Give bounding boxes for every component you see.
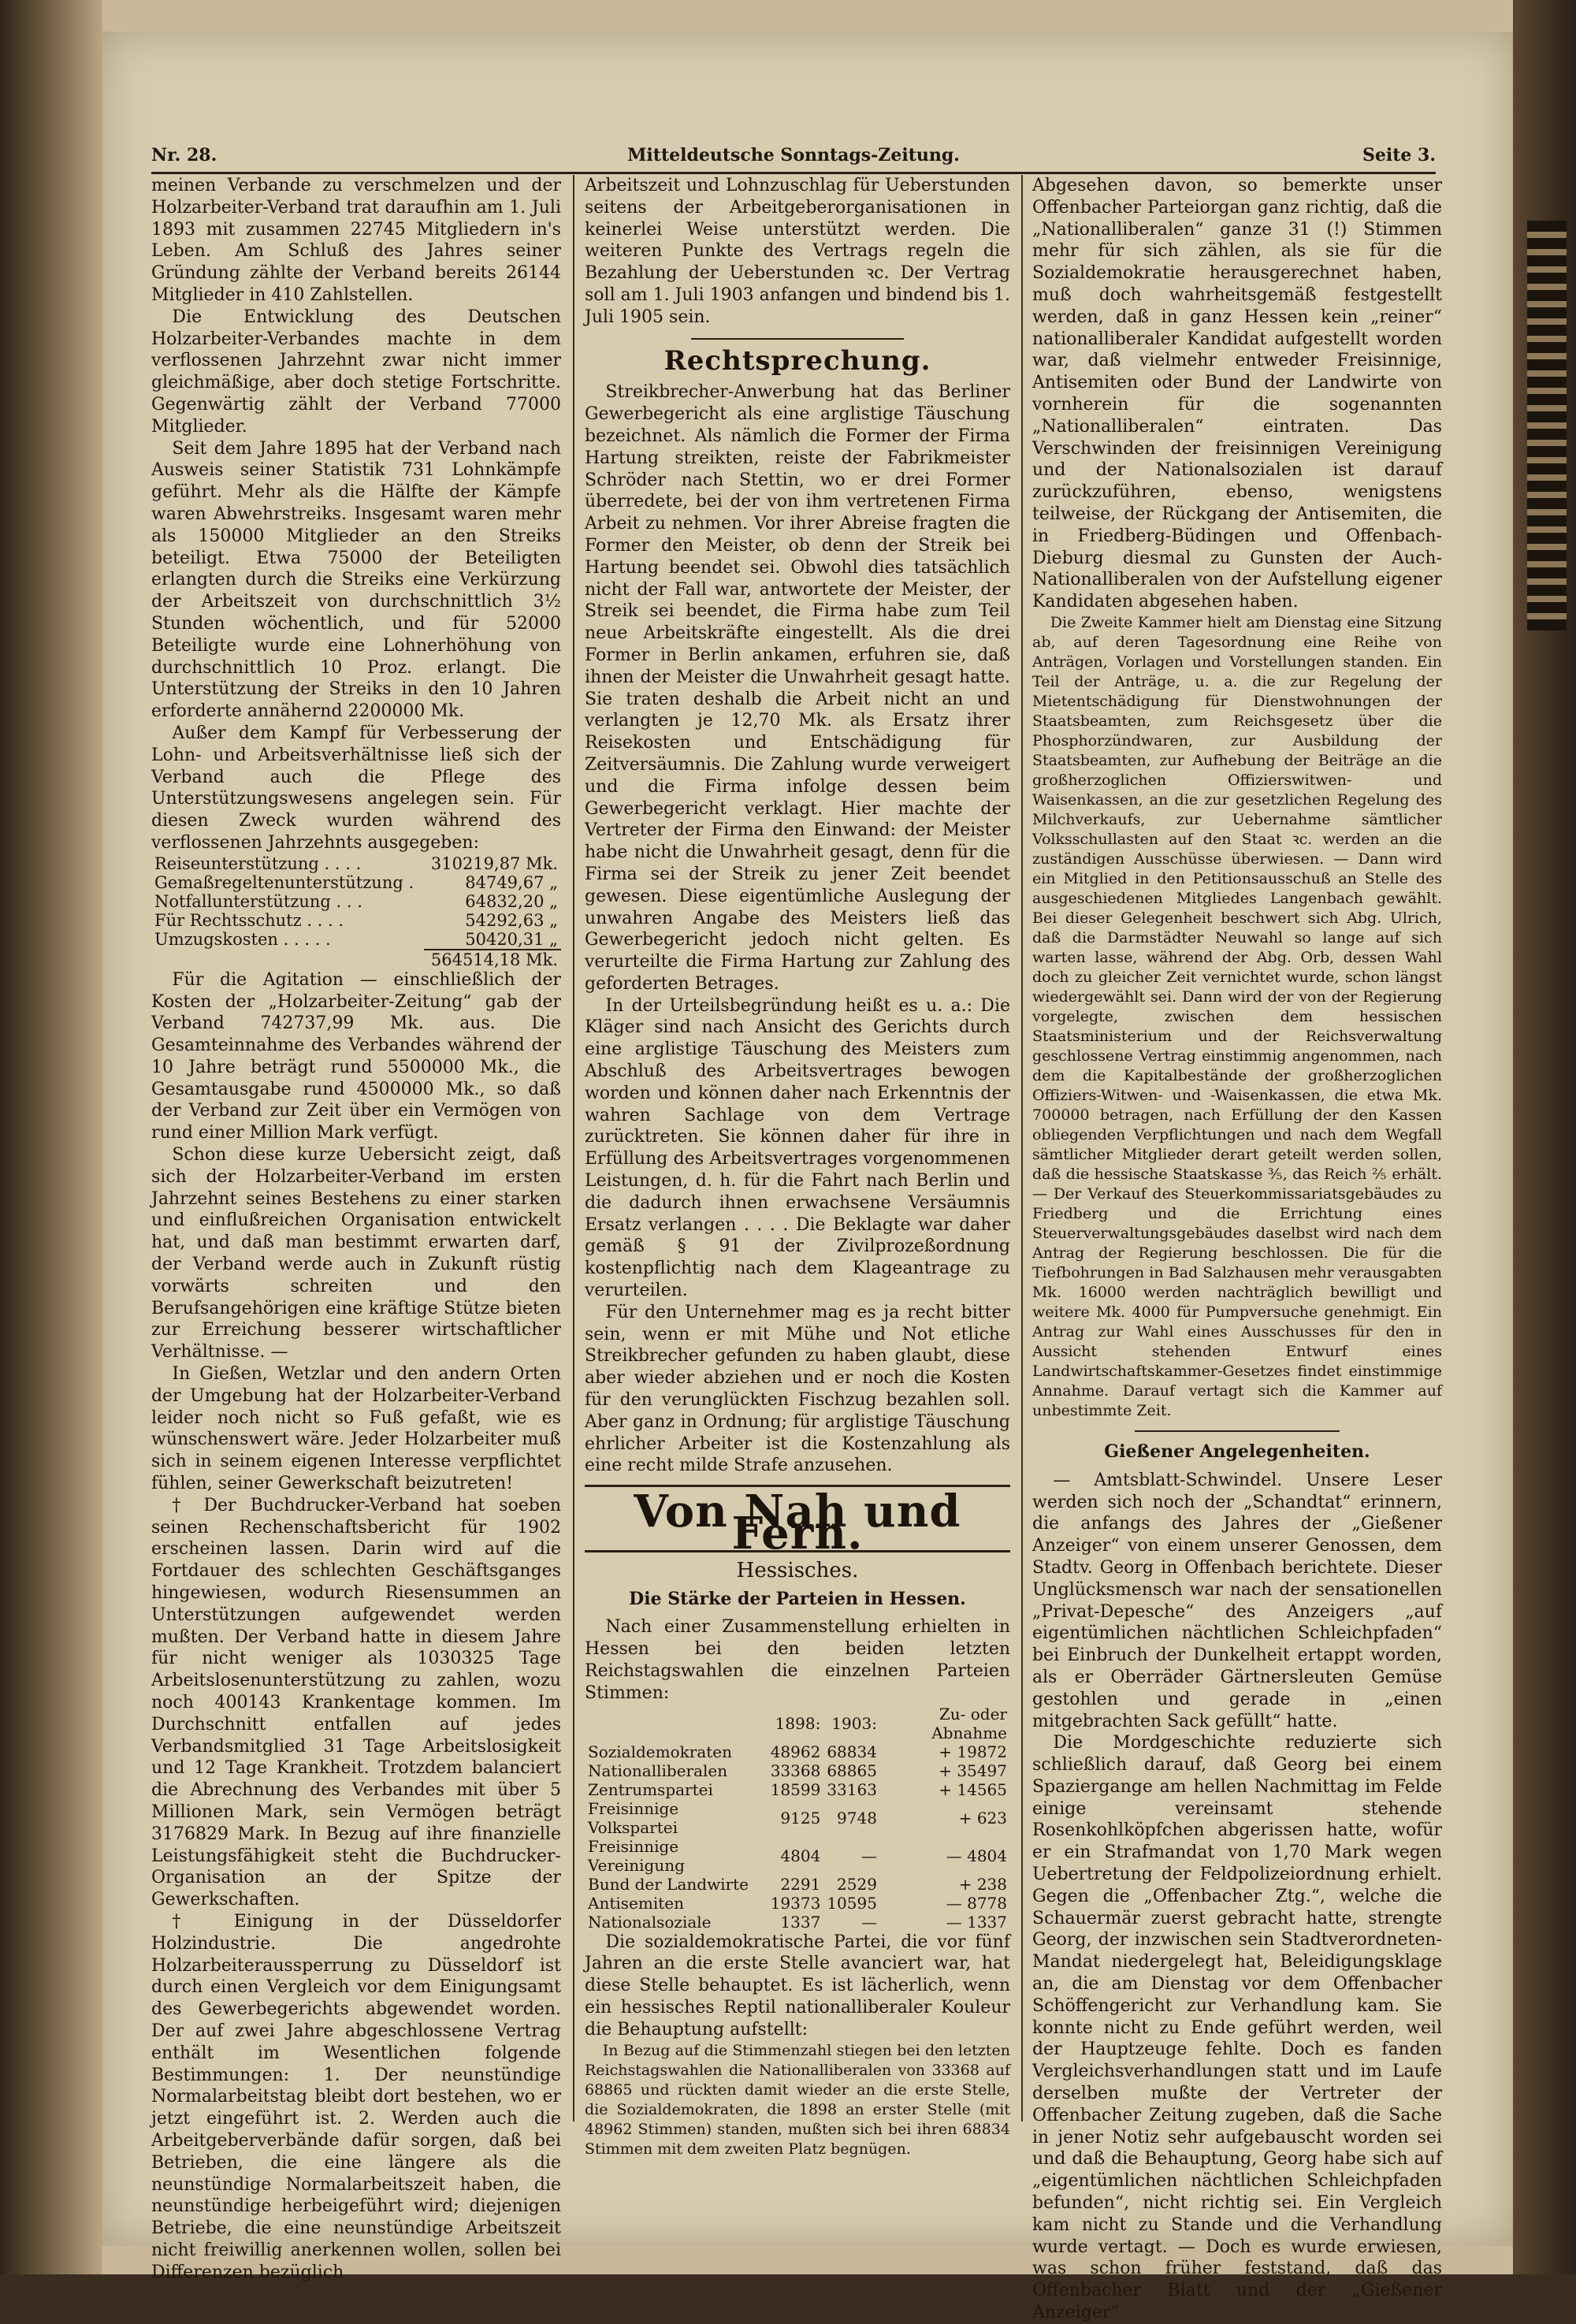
change: — 1337 bbox=[946, 1912, 1007, 1932]
votes-1903: 33163 bbox=[827, 1779, 877, 1799]
table-row bbox=[585, 1761, 1010, 1780]
paragraph: Die sozialdemokratische Partei, die vor fünf Jahren an die erste Stelle avanciert war, hat diese Stelle behauptet. Es ist lächerlich, wenn ein hessisches Reptil nationalliberaler Kouleur die Behauptung aufstellt: bbox=[585, 1932, 1010, 2040]
column-header: 1898: bbox=[775, 1713, 821, 1733]
change: + 623 bbox=[958, 1808, 1007, 1828]
paragraph: In Gießen, Wetzlar und den andern Orten der Umgebung hat der Holzarbeiter-Verband leider noch nicht so Fuß gefaßt, wie es wünschenswert wäre. Jeder Holzarbeiter muß sich in seinem eigenen Interesse verpflichtet fühlen, seiner Gewerkschaft beizutreten! bbox=[151, 1364, 561, 1494]
votes-1898: 33368 bbox=[770, 1761, 821, 1780]
page-header bbox=[151, 139, 1436, 170]
paragraph: Die Zweite Kammer hielt am Dienstag eine Sitzung ab, auf deren Tagesordnung eine Reihe von Anträgen, Vorlagen und Vorstellungen standen. Ein Teil der Anträge, u. a. die zur Regelung der Mietentschädigung für Dienstwohnungen der Staatsbeamten, zum Reichsgesetz über die Phosphorzündwaren, zur Ausbildung der Staatsbeamten, zur Aufhebung der Beiträge an die großherzoglichen Offizierswitwen- und Waisenkassen, an die zur gesetzlichen Regelung des Milchverkaufs, zur Uebernahme sämtlicher Volksschullasten auf den Staat ꝛc. werden an die zuständigen Ausschüsse überwiesen. — Dann wird ein Mitglied in den Petitionsausschuß an Stelle des ausgeschiedenen Mitgliedes Langenbach gewählt. Bei dieser Gelegenheit beschwert sich Abg. Ulrich, daß die Darmstädter Neuwahl so lange auf sich warten lasse, während der Abg. Orb, dessen Wahl doch zu gleicher Zeit vernichtet wurde, schon längst wiedergewählt sei. Dann wird der von der Regierung vorgelegte, zwischen dem hessischen Staatsministerium und der Reichsverwaltung geschlossene Vertrag einstimmig angenommen, nach dem die Kapitalbestände der großherzoglichen Offiziers-Witwen- und -Waisenkassen, die etwa Mk. 700000 betragen, nach Erfüllung der den Kassen obliegenden Verpflichtungen und nach dem Wegfall sämtlicher Mitglieder derart geteilt werden sollen, daß die hessische Staatskasse ⅗, das Reich ⅖ erhält. — Der Verkauf des Steuerkommissariatsgebäudes zu Friedberg und die Errichtung eines Steuerverwaltungsgebäudes daselbst wird nach dem Antrag der Regierung beschlossen. Die für die Tiefbohrungen in Bad Salzhausen mehr verausgabten Mk. 16000 werden nachträglich bewilligt und weitere Mk. 4000 für Pumpversuche genehmigt. Ein Antrag zur Wahl eines Ausschusses für den in Aussicht stehenden Entwurf eines Landwirtschaftskammer-Gesetzes findet einstimmige Annahme. Darauf vertagt sich die Kammer auf unbestimmte Zeit. bbox=[1032, 613, 1442, 1419]
votes-1898: 9125 bbox=[780, 1808, 821, 1828]
votes-1898: 18599 bbox=[770, 1779, 821, 1799]
paragraph: — Amtsblatt-Schwindel. Unsere Leser werden sich noch der „Schandtat“ erinnern, die anfangs des Jahres der „Gießener Anzeiger“ von einem unserer Genossen, dem Stadtv. Georg in Offenbach berichtete. Dieser Unglücksmensch war nach der sensationellen „Privat-Depesche“ des Anzeigers „auf eigentümlichen nächtlichen Schleichpfaden“ bei Einbruch der Dunkelheit ertappt worden, als er Oberräder Gärtnersleuten Gemüse gestohlen und gerade in „einen mitgebrachten Sack gefüllt“ hatte. bbox=[1032, 1470, 1442, 1731]
party: Nationalliberalen bbox=[588, 1761, 728, 1780]
page-number: Seite 3. bbox=[1362, 145, 1436, 165]
column-header bbox=[585, 1705, 768, 1742]
table-row bbox=[585, 1894, 1010, 1913]
votes-1898: 1337 bbox=[780, 1912, 821, 1932]
party: Zentrumspartei bbox=[588, 1779, 713, 1799]
expense-label: Umzugskosten . . . . . bbox=[154, 930, 331, 950]
table-row bbox=[151, 892, 561, 911]
section-banner bbox=[585, 1485, 1010, 1560]
votes-1903: 2529 bbox=[837, 1874, 877, 1894]
party: Nationalsoziale bbox=[588, 1912, 712, 1932]
paragraph: In der Urteilsbegründung heißt es u. a.: Die Kläger sind nach Ansicht des Gerichts durch eine arglistige Täuschung des Meisters zum Abschluß des Arbeitsvertrages bewogen worden und können daher nach Erkenntnis der wahren Sachlage von dem Vertrage zurücktreten. Sie können daher für ihre in Erfüllung des Arbeitsvertrages vorgenommenen Leistungen, d. h. für die Fahrt nach Berlin und die dadurch ihnen erwachsene Versäumnis Ersatz verlangen . . . . Die Beklagte war daher gemäß § 91 der Zivilprozeßordnung kostenpflichtig nach dem Klageantrage zu verurteilen. bbox=[585, 995, 1010, 1301]
quoted-paragraph: In Bezug auf die Stimmenzahl stiegen bei den letzten Reichstagswahlen die Nationalliberalen von 33368 auf 68865 und rückten damit wieder an die erste Stelle, die Sozialdemokraten, die 1898 an erster Stelle (mit 48962 Stimmen) standen, mußten sich bei ihren 68834 Stimmen mit dem zweiten Platz begnügen. bbox=[585, 2041, 1010, 2158]
expense-table bbox=[151, 854, 561, 969]
votes-1903: — bbox=[860, 1846, 877, 1865]
paragraph: Die Entwicklung des Deutschen Holzarbeiter-Verbandes machte in dem verflossenen Jahrzehnt zwar nicht immer gleichmäßige, aber doch stetige Fortschritte. Gegenwärtig zählt der Verband 77000 Mitglieder. bbox=[151, 307, 561, 437]
votes-1903: 9748 bbox=[837, 1808, 877, 1828]
expense-value: 64832,20 „ bbox=[465, 891, 558, 911]
change: + 35497 bbox=[939, 1761, 1007, 1780]
paragraph: Schon diese kurze Uebersicht zeigt, daß sich der Holzarbeiter-Verband im ersten Jahrzehnt seines Bestehens zu einer starken und einflußreichen Organisation entwickelt hat, und daß man bestimmt erwarten darf, der Verband werde auch in Zukunft rüstig vorwärts schreiten und den Berufsangehörigen eine kräftige Stütze bieten zur Erreichung besserer wirtschaftlicher Verhältnisse. — bbox=[151, 1145, 561, 1363]
paragraph: Seit dem Jahre 1895 hat der Verband nach Ausweis seiner Statistik 731 Lohnkämpfe geführt. Mehr als die Hälfte der Kämpfe waren Abwehrstreiks. Insgesamt waren mehr als 150000 Mitglieder an den Streiks beteiligt. Etwa 75000 der Beteiligten erlangten durch die Streiks eine Verkürzung der Arbeitszeit von durchschnittlich 3½ Stunden wöchentlich, und für 52000 Beteiligte wurde eine Lohnerhöhung von durchschnittlich 10 Proz. erlangt. Die Unterstützung der Streiks in den 10 Jahren erforderte annähernd 2200000 Mk. bbox=[151, 438, 561, 722]
banner-title: Von Nah und Fern. bbox=[634, 1486, 961, 1560]
table-row bbox=[585, 1780, 1010, 1799]
table-row bbox=[151, 950, 561, 969]
book-spine bbox=[0, 0, 102, 2274]
paragraph: Außer dem Kampf für Verbesserung der Lohn- und Arbeitsverhältnisse ließ sich der Verband auch die Pflege des Unterstützungswesens angelegen sein. Für diesen Zweck wurden während des verflossenen Jahrzehnts ausgegeben: bbox=[151, 723, 561, 853]
article-title: Die Stärke der Parteien in Hessen. bbox=[629, 1588, 966, 1609]
expense-label: Reiseunterstützung . . . . bbox=[154, 853, 362, 873]
table-row bbox=[585, 1913, 1010, 1932]
votes-1903: 68865 bbox=[827, 1761, 877, 1780]
change: + 19872 bbox=[939, 1742, 1007, 1761]
party: Bund der Landwirte bbox=[588, 1874, 749, 1894]
change: — 8778 bbox=[946, 1893, 1007, 1913]
adjacent-page-text-edge bbox=[1527, 221, 1567, 630]
paragraph: † Der Buchdrucker-Verband hat soeben seinen Rechenschaftsbericht für 1902 erscheinen lassen. Darin wird auf die Fortdauer des schlechten Geschäftsganges hingewiesen, wodurch Riesensummen an Unterstützungen aufgewendet werden mußten. Der Verband hatte in diesem Jahre für nicht weniger als 1030325 Tage Arbeitslosenunterstützung zu zahlen, wozu noch 400143 Krankentage kommen. Im Durchschnitt entfallen auf jedes Verbandsmitglied 31 Tage Arbeitslosigkeit und 12 Tage Krankheit. Trotzdem balanciert die Abrechnung des Verbandes mit über 5 Millionen Mark, sein Vermögen beträgt 3176829 Mark. In Bezug auf ihre finanzielle Leistungsfähigkeit steht die Buchdrucker-Organisation an der Spitze der Gewerkschaften. bbox=[151, 1495, 561, 1910]
votes-1903: — bbox=[860, 1912, 877, 1932]
table-row bbox=[585, 1742, 1010, 1761]
expense-label: Notfallunterstützung . . . bbox=[154, 891, 362, 911]
votes-1898: 2291 bbox=[780, 1874, 821, 1894]
section-rule bbox=[1135, 1430, 1340, 1432]
column-divider-2 bbox=[1021, 175, 1023, 2121]
expense-total: 564514,18 Mk. bbox=[424, 950, 561, 969]
table-row bbox=[151, 930, 561, 950]
table-header bbox=[585, 1705, 1010, 1742]
paragraph: † Einigung in der Düsseldorfer Holzindustrie. Die angedrohte Holzarbeiteraussperrung zu Düsseldorf ist durch einen Vergleich vor dem Einigungsamt des Gewerbegerichts abgewendet worden. Der auf zwei Jahre abgeschlossene Vertrag enthält im Wesentlichen folgende Bestimmungen: 1. Der neunstündige Normalarbeitstag bleibt dort bestehen, wo er jetzt eingeführt ist. 2. Werden auch die Arbeitgeberverbände dafür sorgen, daß bei Betrieben, die eine längere als die neunstündige Normalarbeitszeit haben, die neunstündige herbeigeführt wird; diejenigen Betriebe, die eine neunstündige Arbeitszeit nicht freiwillig anerkennen wollen, sollen bei Differenzen bezüglich bbox=[151, 1911, 561, 2282]
paragraph: Für den Unternehmer mag es ja recht bitter sein, wenn er mit Mühe und Not etliche Streikbrecher gefunden zu haben glaubt, diese aber wieder abziehen und er noch die Kosten für den verunglückten Fischzug bezahlen soll. Aber ganz in Ordnung; für arglistige Täuschung ehrlicher Arbeiter ist die Kostenzahlung als eine recht milde Strafe anzusehen. bbox=[585, 1302, 1010, 1476]
section-rule bbox=[691, 338, 904, 340]
votes-1903: 68834 bbox=[827, 1742, 877, 1761]
newspaper-title: Mitteldeutsche Sonntags-Zeitung. bbox=[627, 145, 960, 165]
table-row bbox=[585, 1875, 1010, 1894]
expense-value: 54292,63 „ bbox=[465, 910, 558, 930]
expense-value: 310219,87 Mk. bbox=[430, 853, 558, 873]
table-row bbox=[151, 854, 561, 873]
party: Freisinnige Volkspartei bbox=[588, 1798, 679, 1837]
expense-value: 84749,67 „ bbox=[465, 872, 558, 892]
paragraph: Für die Agitation — einschließlich der Kosten der „Holzarbeiter-Zeitung“ gab der Verband 742737,99 Mk. aus. Die Gesamteinnahme des Verbandes während der 10 Jahre beträgt rund 5500000 Mk., die Gesamtausgabe rund 4500000 Mk., so daß der Verband zur Zeit über ein Vermögen von rund einer Million Mark verfügt. bbox=[151, 969, 561, 1143]
votes-1898: 4804 bbox=[780, 1846, 821, 1865]
paragraph: Abgesehen davon, so bemerkte unser Offenbacher Parteiorgan ganz richtig, daß die „Nationalliberalen“ ganze 31 (!) Stimmen mehr für sich zählen, als sie für die Sozialdemokratie herausgerechnet haben, muß doch wahrheitsgemäß festgestellt werden, daß in ganz Hessen kein „reiner“ nationalliberaler Kandidat aufgestellt worden war, daß vielmehr entweder Freisinnige, Antisemiten oder Bund der Landwirte von vornherein für die sogenannten „Nationalliberalen“ eintraten. Das Verschwinden der freisinnigen Vereinigung und der Nationalsozialen ist darauf zurückzuführen, ebenso, wenigstens teilweise, der Rückgang der Antisemiten, die in Friedberg-Büdingen und Offenbach-Dieburg diesmal zu Gunsten der Auch-Nationalliberalen von der Aufstellung eigener Kandidaten abgesehen haben. bbox=[1032, 176, 1442, 612]
table-row bbox=[585, 1837, 1010, 1875]
election-table bbox=[585, 1705, 1010, 1932]
votes-1898: 48962 bbox=[770, 1742, 821, 1761]
paragraph: Nach einer Zusammenstellung erhielten in Hessen bei den beiden letzten Reichstagswahlen die einzelnen Parteien Stimmen: bbox=[585, 1617, 1010, 1703]
table-row bbox=[151, 911, 561, 930]
paragraph: Streikbrecher-Anwerbung hat das Berliner Gewerbegericht als eine arglistige Täuschung bezeichnet. Als nämlich die Former der Firma Hartung streikten, reiste der Fabrikmeister Schröder nach Stettin, wo er drei Former überredete, bei der von ihm vertretenen Firma Arbeit zu nehmen. Vor ihrer Abreise fragten die Former den Meister, ob denn der Streik bei Hartung beendet sei. Obwohl dies tatsächlich nicht der Fall war, antwortete der Meister, der Streik sei beendet, die Firma habe zum Teil neue Arbeitskräfte eingestellt. Als die drei Former in Berlin ankamen, erfuhren sie, daß ihnen der Meister die Unwahrheit gesagt hatte. Sie traten deshalb die Arbeit nicht an und verlangten je 12,70 Mk. als Ersatz ihrer Reisekosten und Entschädigung für Zeitversäumnis. Die Zahlung wurde verweigert und die Firma infolge dessen beim Gewerbegericht verklagt. Hier machte der Vertreter der Firma den Einwand: der Meister habe nicht die Unwahrheit gesagt, denn für die Firma sei der Streik zu jener Zeit beendet gewesen. Diese eigentümliche Auslegung der unwahren Angabe des Meisters ließ das Gewerbegericht jedoch nicht gelten. Es verurteilte die Firma Hartung zur Zahlung des geforderten Betrages. bbox=[585, 382, 1010, 994]
expense-value: 50420,31 „ bbox=[465, 929, 558, 949]
table-row bbox=[585, 1799, 1010, 1837]
party: Sozialdemokraten bbox=[588, 1742, 732, 1761]
change: — 4804 bbox=[946, 1846, 1007, 1865]
issue-number: Nr. 28. bbox=[151, 145, 217, 165]
party: Freisinnige Vereinigung bbox=[588, 1836, 685, 1875]
expense-label: Gemaßregeltenunterstützung . bbox=[154, 872, 414, 892]
column-1 bbox=[151, 175, 561, 2282]
change: + 238 bbox=[958, 1874, 1007, 1894]
subsection-title: Hessisches. bbox=[736, 1558, 859, 1582]
column-header: Zu- oder Abnahme bbox=[931, 1704, 1007, 1742]
change: + 14565 bbox=[939, 1779, 1007, 1799]
paragraph: Die Mordgeschichte reduzierte sich schließlich darauf, daß Georg bei einem Spaziergange am hellen Nachmittag im Felde einige vereinsamt stehende Rosenkohlköpfchen abgerissen hatte, wofür er ein Strafmandat von 1,70 Mark wegen Uebertretung der Feldpolizeiordnung erhielt. Gegen die „Offenbacher Ztg.“, welche die Schauermär zuerst gebracht hatte, strengte Georg, der inzwischen sein Stadtverordneten-Mandat niedergelegt hat, Beleidigungsklage an, die am Dienstag vor dem Offenbacher Schöffengericht zur Verhandlung kam. Sie konnte nicht zu Ende geführt werden, weil der Hauptzeuge fehlte. Doch es fanden Vergleichsverhandlungen statt und im Laufe derselben mußte der Vertreter der Offenbacher Zeitung zugeben, daß die Sache in jener Notiz sehr aufgebauscht worden sei und daß die Behauptung, Georg habe sich auf „eigentümlichen nächtlichen Schleichpfaden befunden“, nicht richtig sei. Ein Vergleich kam nicht zu Stande und die Verhandlung wurde vertagt. — Doch es wurde erwiesen, was schon früher feststand, daß das Offenbacher Blatt und der „Gießener Anzeiger“ bbox=[1032, 1733, 1442, 2323]
column-3 bbox=[1032, 175, 1442, 2323]
votes-1903: 10595 bbox=[827, 1893, 877, 1913]
votes-1898: 19373 bbox=[770, 1893, 821, 1913]
table-row bbox=[151, 873, 561, 892]
column-divider-1 bbox=[573, 175, 574, 2121]
column-header: 1903: bbox=[831, 1713, 877, 1733]
section-title-rechtsprechung: Rechtsprechung. bbox=[663, 344, 931, 377]
header-rule bbox=[151, 172, 1436, 174]
paragraph: meinen Verbande zu verschmelzen und der Holzarbeiter-Verband trat daraufhin am 1. Juli 1893 mit zusammen 22745 Mitgliedern in's Leben. Am Schluß des Jahres seiner Gründung zählte der Verband bereits 26144 Mitglieder in 410 Zahlstellen. bbox=[151, 176, 561, 305]
adjacent-book-edge bbox=[1513, 0, 1576, 2274]
section-title-giessen: Gießener Angelegenheiten. bbox=[1104, 1441, 1370, 1462]
column-2 bbox=[585, 175, 1011, 2158]
paragraph: Arbeitszeit und Lohnzuschlag für Ueberstunden seitens der Arbeitgeberorganisationen in keinerlei Weise unterstützt werden. Die weiteren Punkte des Vertrags regeln die Bezahlung der Ueberstunden ꝛc. Der Vertrag soll am 1. Juli 1903 anfangen und bindend bis 1. Juli 1905 sein. bbox=[585, 176, 1011, 327]
expense-label: Für Rechtsschutz . . . . bbox=[154, 910, 344, 930]
party: Antisemiten bbox=[588, 1893, 684, 1913]
